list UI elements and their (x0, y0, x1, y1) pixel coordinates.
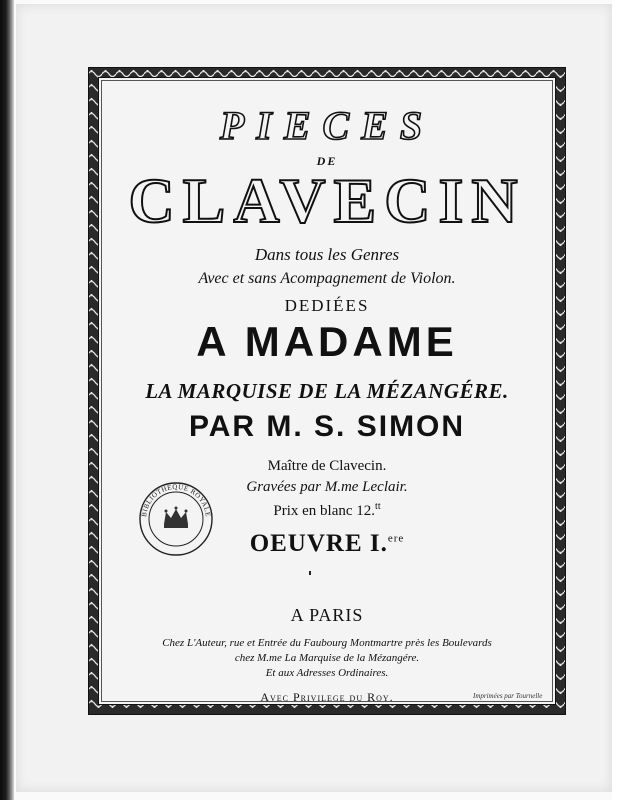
title-clavecin: CLAVECIN (128, 165, 526, 236)
stamp-text: BIBLIOTHÈQUE ROYALE (140, 482, 212, 518)
price-text: Prix en blanc 12. (273, 503, 376, 519)
dedicatee-title: A MADAME (196, 318, 458, 365)
address-author: Chez L'Auteur, rue et Entrée du Faubourg Montmartre près les Boulevards (162, 637, 492, 649)
printer-credit: Imprimées par Tournelle (473, 692, 543, 700)
title-pieces: PIECES (219, 103, 435, 148)
opus-text: OEUVRE I. (249, 530, 388, 557)
library-stamp (137, 480, 215, 558)
subtitle-genres: Dans tous les Genres (254, 245, 400, 264)
ornamental-border (88, 67, 566, 715)
title-de: DE (316, 154, 338, 168)
binding-edge (0, 0, 14, 800)
address-ordinary: Et aux Adresses Ordinaires. (265, 667, 389, 679)
scan-margin (612, 0, 627, 800)
engraver-credit: Gravées par M.me Leclair. (246, 479, 408, 495)
royal-privilege: Avec Privilege du Roy. (260, 690, 394, 704)
dedicatee-name: LA MARQUISE DE LA MÉZANGÉRE. (145, 379, 509, 403)
price-unit: tt (375, 501, 381, 512)
address-marquise: chez M.me La Marquise de la Mézangére. (234, 652, 420, 664)
crown-icon (164, 507, 188, 529)
composer-name: PAR M. S. SIMON (188, 410, 466, 443)
composer-title: Maître de Clavecin. (267, 458, 387, 474)
subtitle-violon: Avec et sans Acompagnement de Violon. (198, 270, 456, 287)
dedication-label: DEDIÉES (284, 296, 370, 315)
ink-mark (309, 571, 311, 575)
city-imprint: A PARIS (290, 605, 364, 625)
opus-superscript: ere (387, 532, 405, 545)
